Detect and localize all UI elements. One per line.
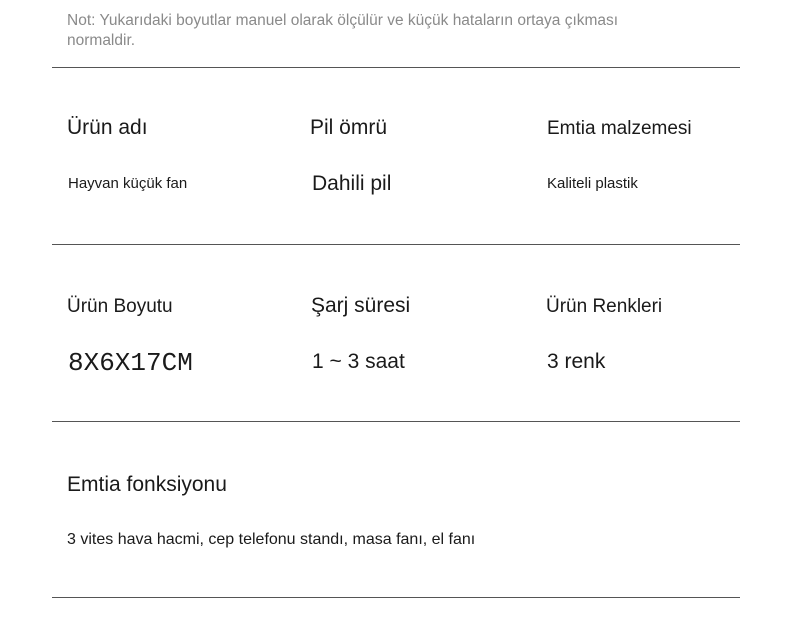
product-size-value: 8X6X17CM xyxy=(68,348,193,378)
product-colors-value: 3 renk xyxy=(547,350,606,373)
product-name-value: Hayvan küçük fan xyxy=(68,175,188,192)
divider xyxy=(52,421,740,422)
divider xyxy=(52,67,740,68)
battery-life-value: Dahili pil xyxy=(312,172,392,195)
divider xyxy=(52,597,740,598)
charge-time-label: Şarj süresi xyxy=(311,294,411,317)
charge-time-value: 1 ~ 3 saat xyxy=(312,350,405,373)
divider xyxy=(52,244,740,245)
product-size-label: Ürün Boyutu xyxy=(67,296,173,317)
material-label: Emtia malzemesi xyxy=(547,118,692,139)
function-label: Emtia fonksiyonu xyxy=(67,473,227,496)
function-value: 3 vites hava hacmi, cep telefonu standı, masa fanı, el fanı xyxy=(67,531,476,548)
material-value: Kaliteli plastik xyxy=(547,175,638,192)
battery-life-label: Pil ömrü xyxy=(310,116,388,139)
product-name-label: Ürün adı xyxy=(67,116,148,139)
product-colors-label: Ürün Renkleri xyxy=(546,296,663,317)
measurement-note: Not: Yukarıdaki boyutlar manuel olarak ölçülür ve küçük hataların ortaya çıkması normaldir. xyxy=(67,12,619,49)
